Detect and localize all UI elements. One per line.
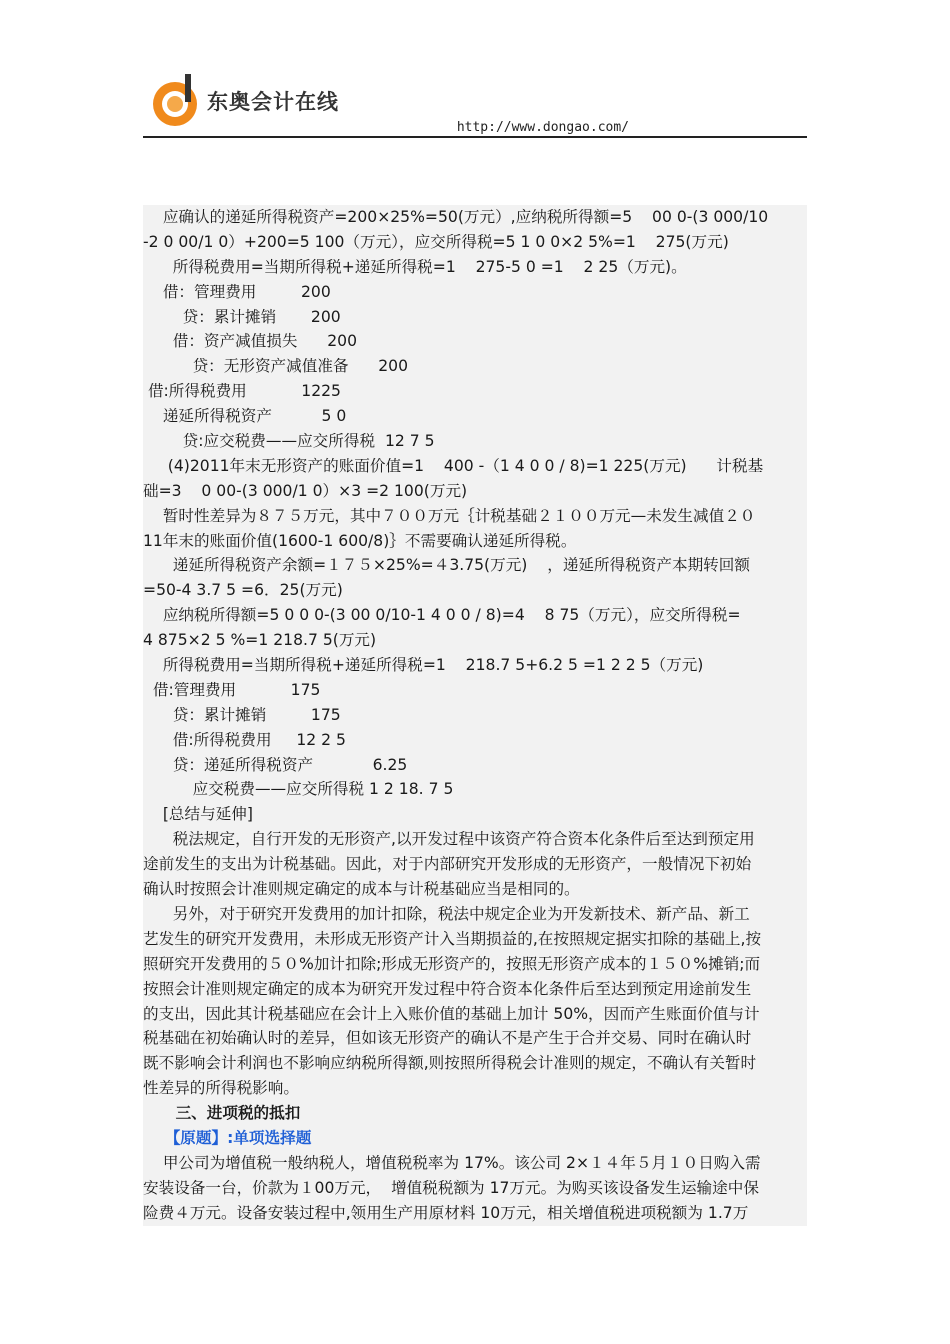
text-line: 安装设备一台，价款为１00万元， 增值税税额为 17万元。为购买该设备发生运输途中保	[143, 1176, 807, 1201]
dongao-logo-icon	[149, 72, 205, 128]
text-line: =50-4 3.7 5 =6．25(万元)	[143, 578, 807, 603]
brand-name: 东奥会计在线	[207, 90, 339, 114]
text-line: 照研究开发费用的５０%加计扣除;形成无形资产的，按照无形资产成本的１５０%摊销;而	[143, 952, 807, 977]
text-line: 艺发生的研究开发费用，未形成无形资产计入当期损益的,在按照规定据实扣除的基础上,按	[143, 927, 807, 952]
text-line: 借：资产减值损失 200	[143, 329, 807, 354]
text-line: 另外，对于研究开发费用的加计扣除，税法中规定企业为开发新技术、新产品、新工	[143, 902, 807, 927]
text-line: -2 0 00/1 0）+200=5 100（万元），应交所得税=5 1 0 0×2 5%=1 275(万元)	[143, 230, 807, 255]
text-line: 的支出，因此其计税基础应在会计上入账价值的基础上加计 50%，因而产生账面价值与计	[143, 1002, 807, 1027]
header-divider	[143, 136, 807, 138]
text-line: 贷：累计摊销 175	[143, 703, 807, 728]
document-body	[143, 205, 807, 1226]
text-line: 税基础在初始确认时的差异，但如该无形资产的确认不是产生于合并交易、同时在确认时	[143, 1026, 807, 1051]
text-line: 4 875×2 5 %=1 218.7 5(万元)	[143, 628, 807, 653]
text-line: 甲公司为增值税一般纳税人，增值税税率为 17%。该公司 2×１４年５月１０日购入需	[143, 1151, 807, 1176]
text-line: 既不影响会计利润也不影响应纳税所得额,则按照所得税会计准则的规定，不确认有关暂时	[143, 1051, 807, 1076]
text-line: 借:所得税费用 1225	[143, 379, 807, 404]
page-header	[143, 62, 807, 138]
text-line: 税法规定，自行开发的无形资产,以开发过程中该资产符合资本化条件后至达到预定用	[143, 827, 807, 852]
text-line: 11年末的账面价值(1600-1 600/8)｝不需要确认递延所得税。	[143, 529, 807, 554]
text-line: 所得税费用=当期所得税+递延所得税=1 275-5 0 =1 2 25（万元)。	[143, 255, 807, 280]
text-line: 途前发生的支出为计税基础。因此，对于内部研究开发形成的无形资产，一般情况下初始	[143, 852, 807, 877]
text-line: 确认时按照会计准则规定确定的成本与计税基础应当是相同的。	[143, 877, 807, 902]
text-line: (4)2011年末无形资产的账面价值=1 400 -（1 4 0 0 / 8)=1 225(万元) 计税基	[143, 454, 807, 479]
text-line: 应纳税所得额=5 0 0 0-(3 00 0/10-1 4 0 0 / 8)=4 8 75（万元），应交所得税=	[143, 603, 807, 628]
question-label: 【原题】:单项选择题	[143, 1126, 807, 1151]
text-line: 借:所得税费用 12 2 5	[143, 728, 807, 753]
text-line: 按照会计准则规定确定的成本为研究开发过程中符合资本化条件后至达到预定用途前发生	[143, 977, 807, 1002]
text-line: 借：管理费用 200	[143, 280, 807, 305]
text-line: 贷：累计摊销 200	[143, 305, 807, 330]
site-url[interactable]: http://www.dongao.com/	[456, 120, 629, 135]
text-line: 贷：无形资产减值准备 200	[143, 354, 807, 379]
text-line: 贷：递延所得税资产 6.25	[143, 753, 807, 778]
text-line: 性差异的所得税影响。	[143, 1076, 807, 1101]
text-line: 所得税费用=当期所得税+递延所得税=1 218.7 5+6.2 5 =1 2 2 5（万元)	[143, 653, 807, 678]
text-line: 础=3 0 00-(3 000/1 0）×3 =2 100(万元)	[143, 479, 807, 504]
text-line: 借:管理费用 175	[143, 678, 807, 703]
text-line: 险费４万元。设备安装过程中,领用生产用原材料 10万元，相关增值税进项税额为 1.7万	[143, 1201, 807, 1226]
text-line: 暂时性差异为８７５万元，其中７００万元｛计税基础２１００万元—未发生减值２０	[143, 504, 807, 529]
section-heading: 三、进项税的抵扣	[143, 1101, 807, 1126]
text-line: 应交税费——应交所得税 1 2 18. 7 5	[143, 777, 807, 802]
text-line: 递延所得税资产 5 0	[143, 404, 807, 429]
text-line: 应确认的递延所得税资产=200×25%=50(万元）,应纳税所得额=5 00 0-(3 000/10	[143, 205, 807, 230]
text-line: [总结与延伸]	[143, 802, 807, 827]
text-line: 递延所得税资产余额=１７５×25%=４3.75(万元) ，递延所得税资产本期转回额	[143, 553, 807, 578]
text-line: 贷:应交税费——应交所得税 12 7 5	[143, 429, 807, 454]
